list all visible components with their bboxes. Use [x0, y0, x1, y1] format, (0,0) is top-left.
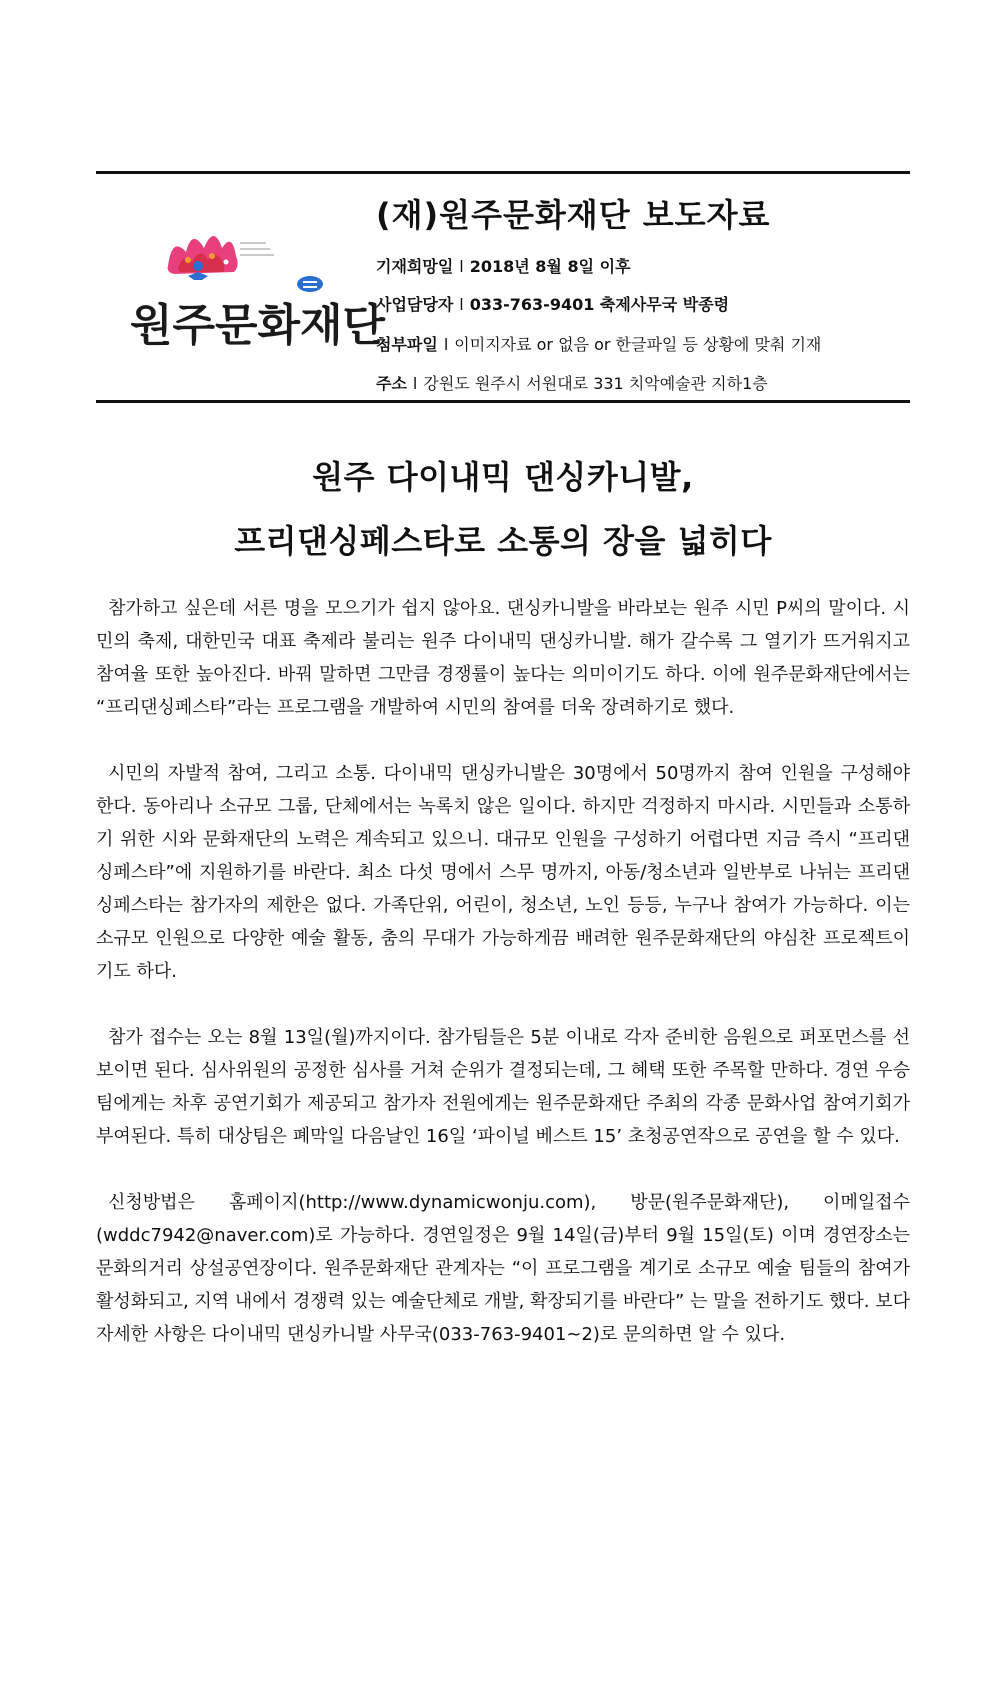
logo-lettering: 원주문화재단 [130, 300, 386, 351]
meta-publish-date [376, 254, 631, 277]
meta-value: 강원도 원주시 서원대로 331 치악예술관 지하1층 [423, 374, 768, 393]
article-paragraph: 참가 접수는 오는 8월 13일(월)까지이다. 참가팀들은 5분 이내로 각자 준비한 음원으로 퍼포먼스를 선보이면 된다. 심사위원의 공정한 심사를 거쳐 순위가 결정되는데, 그 혜택 또한 주목할 만하다. 경연 우승팀에게는 차후 공연기회가 제공되고 참가자 전원에게는 원주문화재단 주최의 각종 문화사업 참여기회가 부여된다. 특히 대상팀은 폐막일 다음날인 16일 ‘파이널 베스트 15’ 초청공연작으로 공연을 할 수 있다. [96, 1027, 910, 1147]
meta-value: 033-763-9401 축제사무국 박종령 [469, 295, 730, 314]
article-paragraph: 신청방법은 홈페이지(http://www.dynamicwonju.com), 방문(원주문화재단), 이메일접수(wddc7942@naver.com)로 가능하다. 경연일정은 9월 14일(금)부터 9월 15일(토) 이며 경연장소는 문화의거리 상설공연장이다. 원주문화재단 관계자는 “이 프로그램을 계기로 소규모 예술 팀들의 참여가 활성화되고, 지역 내에서 경쟁력 있는 예술단체로 개발, 확장되기를 바란다” 는 말을 전하기도 했다. 보다 자세한 사항은 다이내믹 댄싱카니발 사무국(033-763-9401~2)로 문의하면 알 수 있다. [96, 1192, 910, 1345]
article-paragraph: 시민의 자발적 참여, 그리고 소통. 다이내믹 댄싱카니발은 30명에서 50명까지 참여 인원을 구성해야 한다. 동아리나 소규모 그룹, 단체에서는 녹록치 않은 일이다. 하지만 걱정하지 마시라. 시민들과 소통하기 위한 시와 문화재단의 노력은 계속되고 있으니. 대규모 인원을 구성하기 어렵다면 지금 즉시 “프리댄싱페스타”에 지원하기를 바란다. 최소 다섯 명에서 스무 명까지, 아동/청소년과 일반부로 나뉘는 프리댄싱페스타는 참가자의 제한은 없다. 가족단위, 어린이, 청소년, 노인 등등, 누구나 참여가 가능하다. 이는 소규모 인원으로 다양한 예술 활동, 춤의 무대가 가능하게끔 배려한 원주문화재단의 야심찬 프로젝트이기도 하다. [96, 763, 910, 982]
header-bottom-rule [96, 400, 910, 403]
headline-line-1: 원주 다이내믹 댄싱카니발, [312, 458, 694, 496]
meta-label: 첨부파일 [376, 335, 438, 354]
meta-separator: l [459, 295, 464, 314]
meta-separator: l [459, 257, 464, 276]
meta-value: 이미지자료 or 없음 or 한글파일 등 상황에 맞춰 기재 [454, 335, 822, 354]
release-title: (재)원주문화재단 보도자료 [376, 196, 771, 234]
article-body [96, 592, 910, 1384]
meta-contact [376, 292, 729, 315]
foundation-logo [128, 222, 386, 362]
meta-value: 2018년 8월 8일 이후 [469, 257, 631, 276]
meta-attachment [376, 332, 821, 355]
meta-separator: l [443, 335, 449, 354]
meta-label: 사업담당자 [376, 295, 454, 314]
article-paragraph: 참가하고 싶은데 서른 명을 모으기가 쉽지 않아요. 댄싱카니발을 바라보는 원주 시민 P씨의 말이다. 시민의 축제, 대한민국 대표 축제라 불리는 원주 다이내믹 댄싱카니발. 해가 갈수록 그 열기가 뜨거워지고 참여율 또한 높아진다. 바꿔 말하면 그만큼 경쟁률이 높다는 의미이기도 하다. 이에 원주문화재단에서는 “프리댄싱페스타”라는 프로그램을 개발하여 시민의 참여를 더욱 장려하기로 했다. [96, 598, 910, 718]
meta-address [376, 371, 768, 394]
meta-separator: l [412, 374, 418, 393]
meta-label: 주소 [376, 374, 407, 393]
headline-line-2: 프리댄싱페스타로 소통의 장을 넓히다 [234, 522, 772, 560]
header-top-rule [96, 171, 910, 174]
meta-label: 기재희망일 [376, 257, 454, 276]
logo-graphic [128, 222, 386, 362]
